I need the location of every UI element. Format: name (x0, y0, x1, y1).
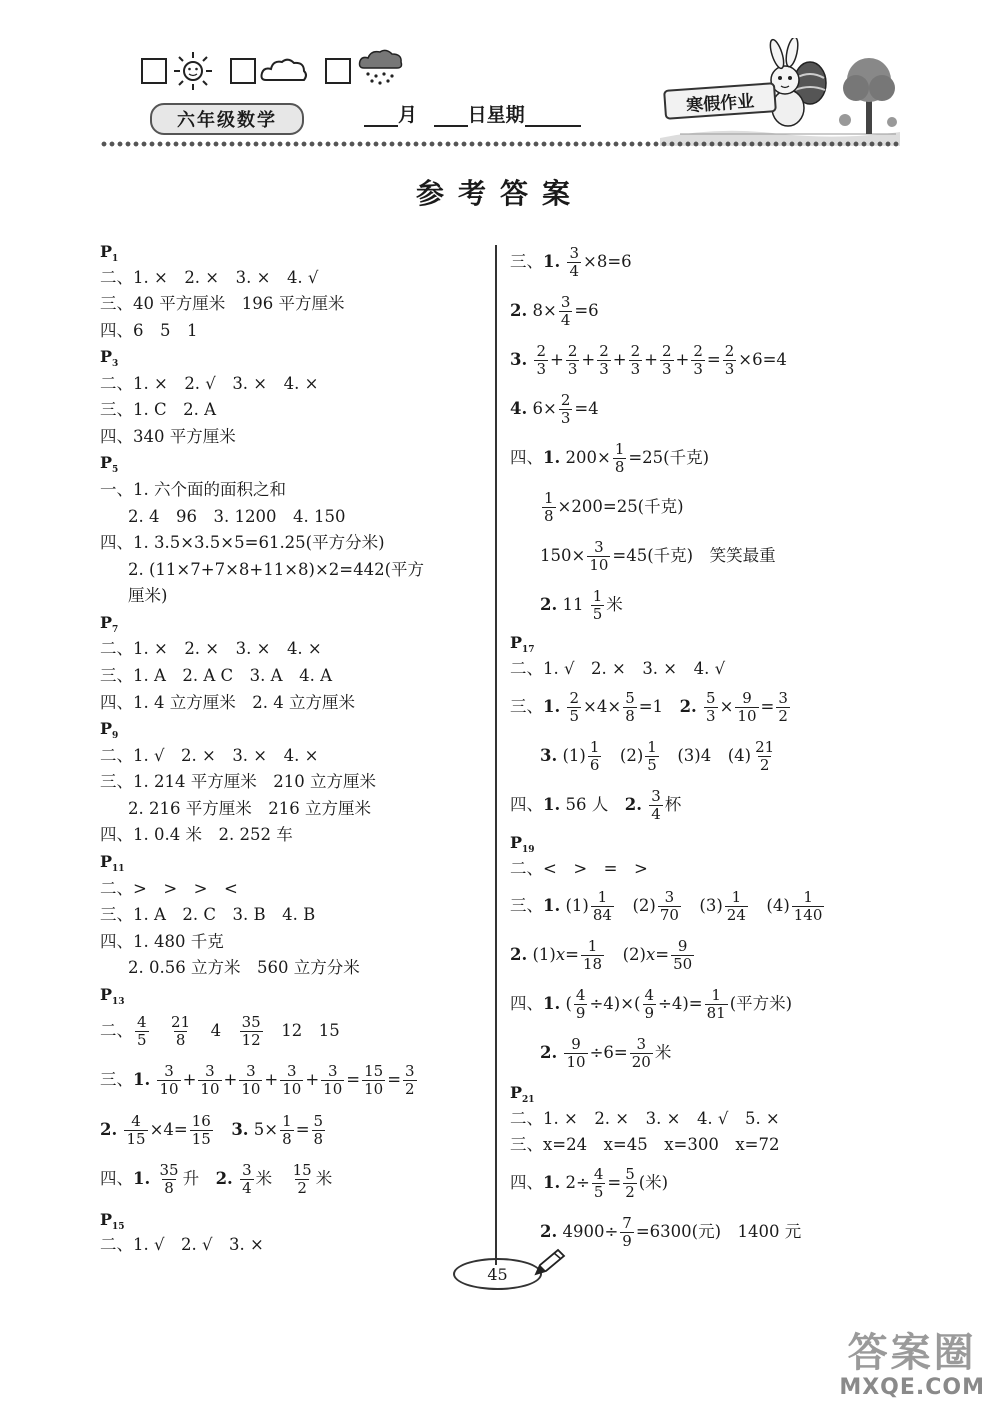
answer-line-fractions: 四、1. $\frac{35}{8}$ 升 2. $\frac{3}{4}$ 米 $\frac{15}{2}$ 米 (100, 1161, 333, 1197)
page-ref-p1: $P_1$ (100, 242, 119, 265)
answer-line-fractions: 2. (1)x= $\frac{1}{18}$ (2)x= $\frac{9}{50}$ (510, 937, 693, 973)
answer-line-fractions: 2. $\frac{9}{10}$ ÷6= $\frac{3}{20}$ 米 (540, 1035, 672, 1071)
answer-line-fractions: 2. 11 $\frac{1}{5}$ 米 (540, 587, 623, 623)
watermark-en: MXQE.COM (839, 1375, 985, 1400)
answer-line-fractions: 四、1. 56 人 2. $\frac{3}{4}$ 杯 (510, 787, 682, 823)
page-ref-p15: $P_{15}$ (100, 1210, 125, 1233)
page-ref-p5: $P_5$ (100, 453, 119, 476)
answer-line: 四、340 平方厘米 (100, 427, 236, 446)
page-ref-p7: $P_7$ (100, 613, 119, 636)
rainy-checkbox[interactable] (325, 58, 351, 84)
answer-line-fractions: 四、1. 200× $\frac{1}{8}$ =25(千克) (510, 440, 710, 476)
answer-line: 四、1. 3.5×3.5×5=61.25(平方分米) (100, 533, 385, 552)
page-number: 45 (453, 1258, 542, 1290)
answer-line: 二、> > > < (100, 879, 238, 898)
answer-line: 二、1. √ 2. × 3. × 4. √ (510, 659, 726, 678)
answer-line-fractions: 150× $\frac{3}{10}$ =45(千克) 笑笑最重 (540, 538, 776, 574)
weekday-blank[interactable] (525, 105, 581, 127)
sunny-checkbox[interactable] (141, 58, 167, 84)
answer-line: 三、40 平方厘米 196 平方厘米 (100, 294, 345, 313)
answer-line-fractions: 三、1. (1) $\frac{1}{84}$ (2) $\frac{3}{70}$ (3) $\frac{1}{24}$ (4) $\frac{1}{140}$ (510, 888, 823, 924)
column-divider (495, 245, 497, 1265)
answer-line: 三、1. A 2. A C 3. A 4. A (100, 666, 332, 685)
answer-line: 2. 0.56 立方米 560 立方分米 (128, 958, 360, 977)
pencil-icon (532, 1248, 566, 1278)
answer-line-fractions: $\frac{1}{8}$ ×200=25(千克) (544, 489, 684, 525)
answer-line: 二、1. √ 2. √ 3. × (100, 1235, 264, 1254)
page-ref-p3: $P_3$ (100, 347, 119, 370)
page-ref-p11: $P_{11}$ (100, 852, 125, 875)
answer-line: 四、1. 4 立方厘米 2. 4 立方厘米 (100, 693, 355, 712)
answer-line: 二、1. × 2. × 3. × 4. √ 5. × (510, 1109, 780, 1128)
answer-line: 四、1. 480 千克 (100, 932, 224, 951)
day-blank[interactable] (434, 105, 468, 127)
answer-line-fractions: 四、1. 2÷ $\frac{4}{5}$ = $\frac{5}{2}$ (米) (510, 1165, 669, 1201)
answer-line: 三、1. 214 平方厘米 210 立方厘米 (100, 772, 376, 791)
cloud-icon (260, 56, 308, 84)
rain-cloud-icon (356, 48, 404, 86)
answer-line-fractions: 三、1. $\frac{2}{5}$ ×4× $\frac{5}{8}$ =1 2. $\frac{5}{3}$ × $\frac{9}{10}$ = $\frac{3}{2}$ (510, 689, 788, 725)
answer-line-fractions: 2. 4900÷ $\frac{7}{9}$ =6300(元) 1400 元 (540, 1214, 802, 1250)
answer-line-fractions: 二、 $\frac{4}{5}$ $\frac{21}{8}$ 4 $\frac{35}{12}$ 12 15 (100, 1013, 340, 1049)
watermark-cn: 答案圈 (847, 1330, 977, 1376)
page-title: 参考答案 (415, 177, 584, 210)
month-label: 月 (398, 104, 418, 126)
answer-line: 2. 4 96 3. 1200 4. 150 (128, 507, 346, 526)
answer-line: 二、1. × 2. × 3. × 4. × (100, 639, 322, 658)
answer-line: 厘米) (128, 586, 168, 605)
sun-icon (172, 50, 214, 92)
grade-subject-badge: 六年级数学 (150, 103, 304, 135)
answer-line: 二、1. × 2. √ 3. × 4. × (100, 374, 319, 393)
page-ref-p13: $P_{13}$ (100, 985, 125, 1008)
answer-line: 四、1. 0.4 米 2. 252 车 (100, 825, 293, 844)
winter-homework-label: 寒假作业 (663, 82, 777, 120)
answer-line-fractions: 三、1. $\frac{3}{10}$ + $\frac{3}{10}$ + $\frac{3}{10}$ + $\frac{3}{10}$ + $\frac{3}{10}$ = $\frac{15}{10}$ = $\frac{3}{2}$ (100, 1062, 415, 1098)
page-ref-p17: $P_{17}$ (510, 633, 535, 656)
day-weekday-label: 日星期 (467, 104, 525, 126)
answer-line: 2. 216 平方厘米 216 立方厘米 (128, 799, 371, 818)
answer-line-fractions: 3. (1) $\frac{1}{6}$ (2) $\frac{1}{5}$ (3)4 (4) $\frac{21}{2}$ (540, 738, 775, 774)
answer-line: 2. (11×7+7×8+11×8)×2=442(平方 (128, 560, 425, 579)
answer-line-fractions: 2. 8× $\frac{3}{4}$ =6 (510, 293, 599, 329)
answer-line: 二、< > = > (510, 859, 648, 878)
watermark (839, 1331, 985, 1400)
page-ref-p9: $P_9$ (100, 719, 119, 742)
answer-line: 一、1. 六个面的面积之和 (100, 480, 286, 499)
answer-line: 三、1. C 2. A (100, 400, 217, 419)
answer-line-fractions: 三、1. $\frac{3}{4}$ ×8=6 (510, 244, 632, 280)
date-line (364, 100, 581, 127)
page-ref-p21: $P_{21}$ (510, 1083, 535, 1106)
answer-line-fractions: 四、1. ( $\frac{4}{9}$ ÷4)×( $\frac{4}{9}$ ÷4)= $\frac{1}{81}$ (平方米) (510, 986, 793, 1022)
header-dotted-divider (100, 140, 900, 148)
answer-line: 四、6 5 1 (100, 321, 198, 340)
answer-line: 三、x=24 x=45 x=300 x=72 (510, 1135, 780, 1154)
page-ref-p19: $P_{19}$ (510, 833, 535, 856)
answer-line: 二、1. × 2. × 3. × 4. √ (100, 268, 319, 287)
answer-line: 二、1. √ 2. × 3. × 4. × (100, 746, 319, 765)
answer-line-fractions: 3. $\frac{2}{3}$ + $\frac{2}{3}$ + $\frac{2}{3}$ + $\frac{2}{3}$ + $\frac{2}{3}$ + $\frac{2}{3}$ = $\frac{2}{3}$ ×6=4 (510, 342, 787, 378)
answer-line-fractions: 4. 6× $\frac{2}{3}$ =4 (510, 391, 599, 427)
answer-line-fractions: 2. $\frac{4}{15}$ ×4= $\frac{16}{15}$ 3. 5× $\frac{1}{8}$ = $\frac{5}{8}$ (100, 1112, 324, 1148)
month-blank[interactable] (364, 105, 398, 127)
answer-line: 三、1. A 2. C 3. B 4. B (100, 905, 316, 924)
cloudy-checkbox[interactable] (230, 58, 256, 84)
